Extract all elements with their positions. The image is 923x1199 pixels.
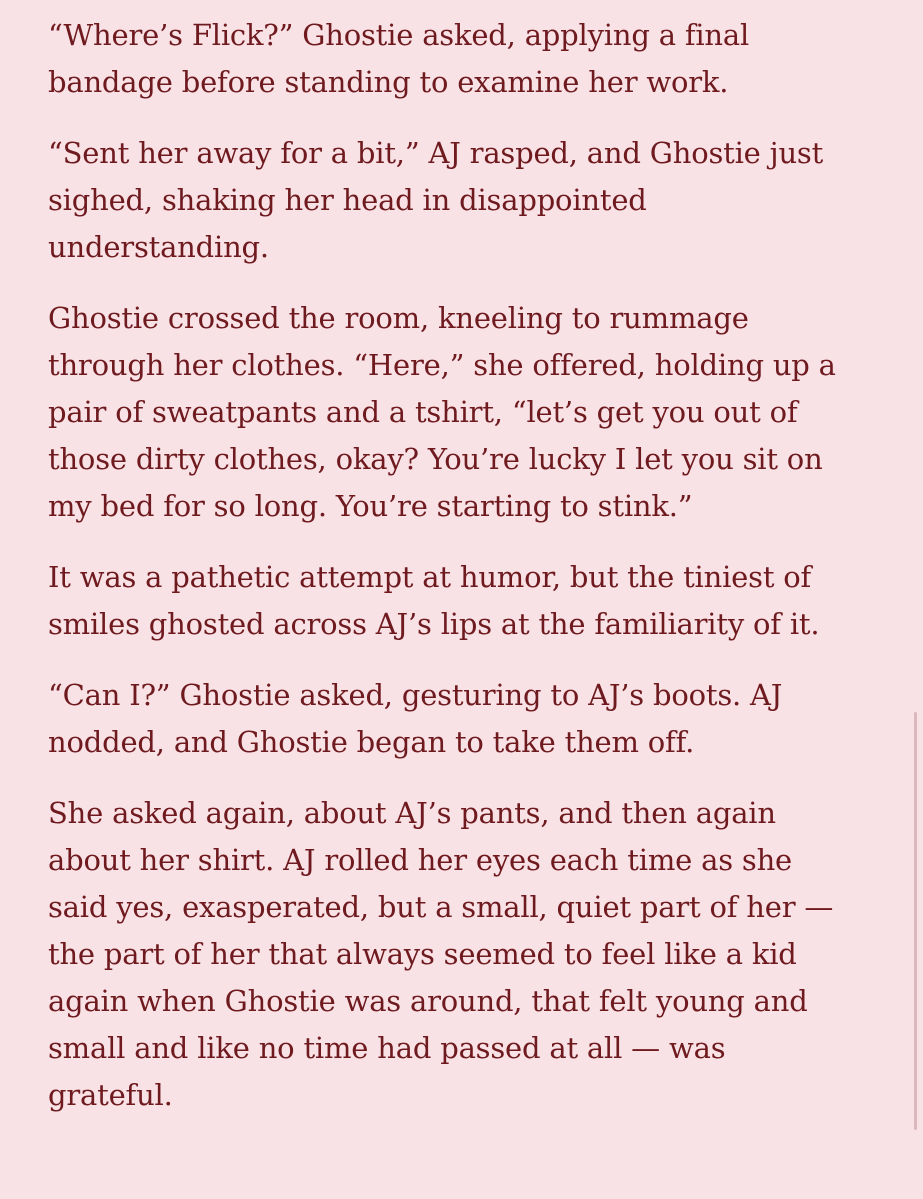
paragraph: Ghostie crossed the room, kneeling to rummage through her clothes. “Here,” she offered, holding up a pair of sweatpants and a tshirt, “let’s get you out of those dirty clothes, okay? You’re lucky I let you sit on my bed for so long. You’re starting to stink.” (48, 301, 836, 523)
paragraph: It was a pathetic attempt at humor, but the tiniest of smiles ghosted across AJ’s lips at the familiarity of it. (48, 560, 820, 641)
scrollbar[interactable] (914, 712, 917, 1130)
paragraph: “Sent her away for a bit,” AJ rasped, and Ghostie just sighed, shaking her head in disappointed understanding. (48, 136, 824, 264)
paragraph: “Where’s Flick?” Ghostie asked, applying a final bandage before standing to examine her work. (48, 18, 750, 99)
paragraph: “Can I?” Ghostie asked, gesturing to AJ’s boots. AJ nodded, and Ghostie began to take them off. (48, 678, 783, 759)
paragraph: She asked again, about AJ’s pants, and then again about her shirt. AJ rolled her eyes each time as she said yes, exasperated, but a small, quiet part of her — the part of her that always seemed to feel like a kid again when Ghostie was around, that felt young and small and like no time had passed at all — was grateful. (48, 796, 834, 1112)
story-text (48, 12, 888, 1143)
